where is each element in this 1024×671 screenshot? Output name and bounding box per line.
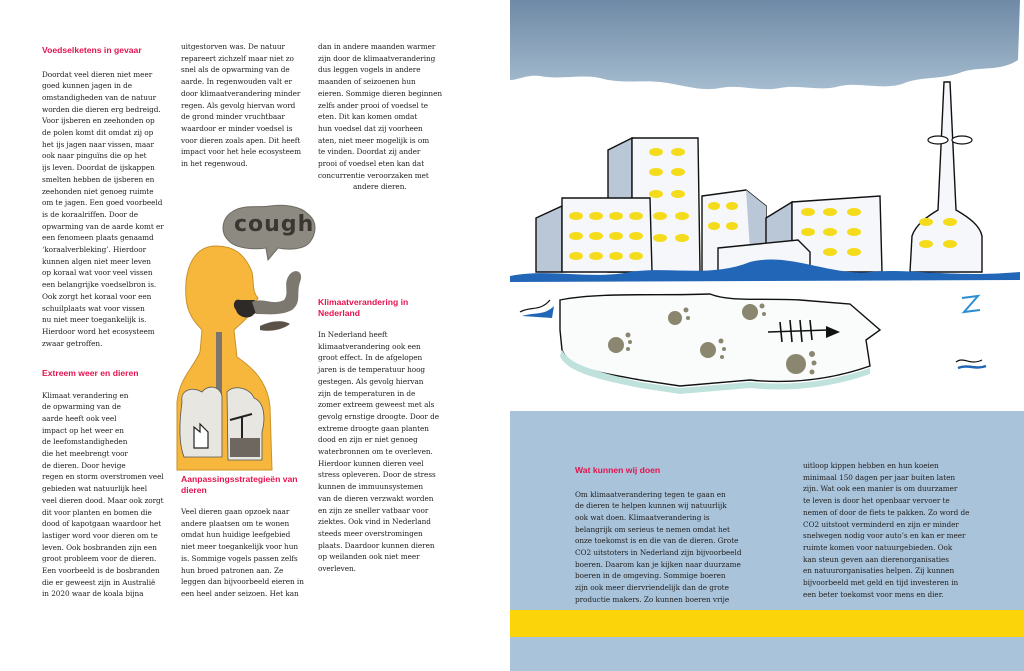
col3-top-text [318, 41, 453, 193]
body-col3-top: dan in andere maanden warmer zijn door de klimaatverandering dus leggen vogels in andere maanden of seizoenen hun eieren. Sommige dieren beginnen zelfs ander prooi of voedsel te eten. Dit kan komen omdat hun voedsel dat zij voorheen aten, niet meer mogelijk is om te vinden. Doordat zij ander prooi of voedsel eten kan dat concurrentie veroorzaken met [318, 42, 442, 180]
body-extreem-weer-narrow: Klimaat verandering en de opwarming van de aarde heeft ook veel impact op het weer en de leefomstandigheden die het meebrengt voor de dieren. Door hevige [42, 390, 129, 470]
body-col3-top-last: andere dieren. [353, 182, 407, 192]
heading-wat-kunnen-wij-doen: Wat kunnen wij doen [575, 465, 661, 475]
cough-text: cough [234, 212, 315, 237]
body-col2-top: uitgestorven was. De natuur repareert zichzelf maar niet zo snel als de opwarming van de aarde. In regenwouden valt er door klimaatverandering minder regen. Als gevolg hiervan word de grond minder vruchtbaar waardoor er minder voedsel is voor dieren zoals apen. Dit heeft impact voor het hele ecosysteem in het regenwoud. [181, 42, 301, 169]
section-voedselketens [42, 45, 177, 349]
yellow-band [510, 610, 1024, 637]
heading-voedselketens: Voedselketens in gevaar [42, 45, 142, 55]
flooded-city-icon [510, 0, 1024, 411]
col2-wat-kunnen [803, 460, 1003, 600]
body-aanpassingsstrategieen: Veel dieren gaan opzoek naar andere plaatsen om te wonen omdat hun huidige leefgebied niet meer toegankelijk voor hun is. Sommige vogels passen zelfs hun broed patronen aan. Ze leggen dan bijvoorbeeld eieren in een heel ander seizoen. Het kan [181, 507, 304, 598]
cough-speech-bubble [220, 204, 318, 256]
section-wat-kunnen-wij-doen [575, 465, 750, 606]
body-wat-kunnen-col2: uitloop kippen hebben en hun koeien minimaal 150 dagen per jaar buiten laten zijn. Wat ook een manier is om duurzamer te leven is door het openbaar vervoer te nemen of door de fiets te pakken. Zo word de CO2 uitstoot verminderd en zijn er minder snelwegen nodig voor auto’s en kan er meer ruimte komen voor natuurgebieden. Ook kan steun geven aan dierenorganisaties en natuurorganisaties helpen. Zij kunnen bijvoorbeeld met geld en tijd investeren in een beter toekomst voor mens en dier. [803, 461, 970, 599]
right-page [510, 0, 1024, 671]
section-extreem-weer [42, 368, 182, 600]
body-klimaat-nederland: In Nederland heeft klimaatverandering ook een groot effect. In de afgelopen jaren is de temperatuur hoog gestegen. Als gevolg hiervan zijn de temperaturen in de zomer extreem geweest met als gevolg ernstige droogte. Door de extreme droogte gaan planten dood en zijn er niet genoeg waterbronnen om te overleven. Hierdoor kunnen dieren veel stress opleveren. Door de stress kunnen de immuunsystemen van de dieren verzwakt worden en zijn ze sneller vatbaar voor ziektes. Ook vind in Nederland steeds meer overstromingen plaats. Daardoor kunnen dieren op weilanden ook niet meer overleven. [318, 330, 439, 574]
heading-aanpassingsstrategieen: Aanpassingsstrategieën van dieren [181, 474, 298, 495]
body-extreem-weer-wide: regen en storm overstromen veel gebieden wat natuurlijk heel veel dieren dood. Maar ook zorgt dit voor planten en bomen die dood of kapotgaan waardoor het lastiger word voor dieren om te leven. Ook bosbranden zijn een groot probleem voor de dieren. Een voorbeeld is de bosbranden die er geweest zijn in Australië in 2020 waar de koala bijna [42, 472, 164, 599]
coughing-person-illustration [172, 202, 322, 472]
heading-klimaat-nederland: Klimaatverandering in Nederland [318, 297, 409, 318]
body-voedselketens: Doordat veel dieren niet meer goed kunnen jagen in de omstandigheden van de natuur worden die dieren erg bedreigd. Voor ijsberen en zeehonden op de polen komt dit omdat zij op het ijs jagen naar vissen, maar ook naar pinguïns die op het ijs leven. Doordat de ijskappen smelten hebben de ijsberen en zeehonden niet genoeg ruimte om te jagen. Een goed voorbeeld is de koraalriffen. Door de opwarming van de aarde komt er een fenomeen plaats genaamd ‘koraalverbleking’. Hierdoor kunnen algen niet meer leven op koraal wat voor veel vissen een belangrijke voedselbron is. Ook zorgt het koraal voor een schuilplaats wat voor vissen nu niet meer toegankelijk is. Hierdoor word het ecosysteem zwaar getroffen. [42, 69, 164, 348]
section-aanpassingsstrategieen [181, 474, 311, 600]
heading-extreem-weer: Extreem weer en dieren [42, 368, 139, 378]
left-page [0, 0, 505, 671]
flooded-city-illustration [510, 0, 1024, 411]
section-klimaat-nederland [318, 297, 453, 575]
body-wat-kunnen-col1: Om klimaatverandering tegen te gaan en de dieren te helpen kunnen wij natuurlijk ook wat doen. Klimaatverandering is belangrijk om serieus te nemen omdat het onze toekomst is en die van de dieren. Grote CO2 uitstoters in Nederland zijn bijvoorbeeld boeren. Daarom kan je kijken naar duurzame boeren in de omgeving. Sommige boeren zijn ook meer diervriendelijk dan de grote productie makers. Zo kunnen boeren vrije [575, 489, 742, 604]
col2-top-text [181, 41, 311, 170]
